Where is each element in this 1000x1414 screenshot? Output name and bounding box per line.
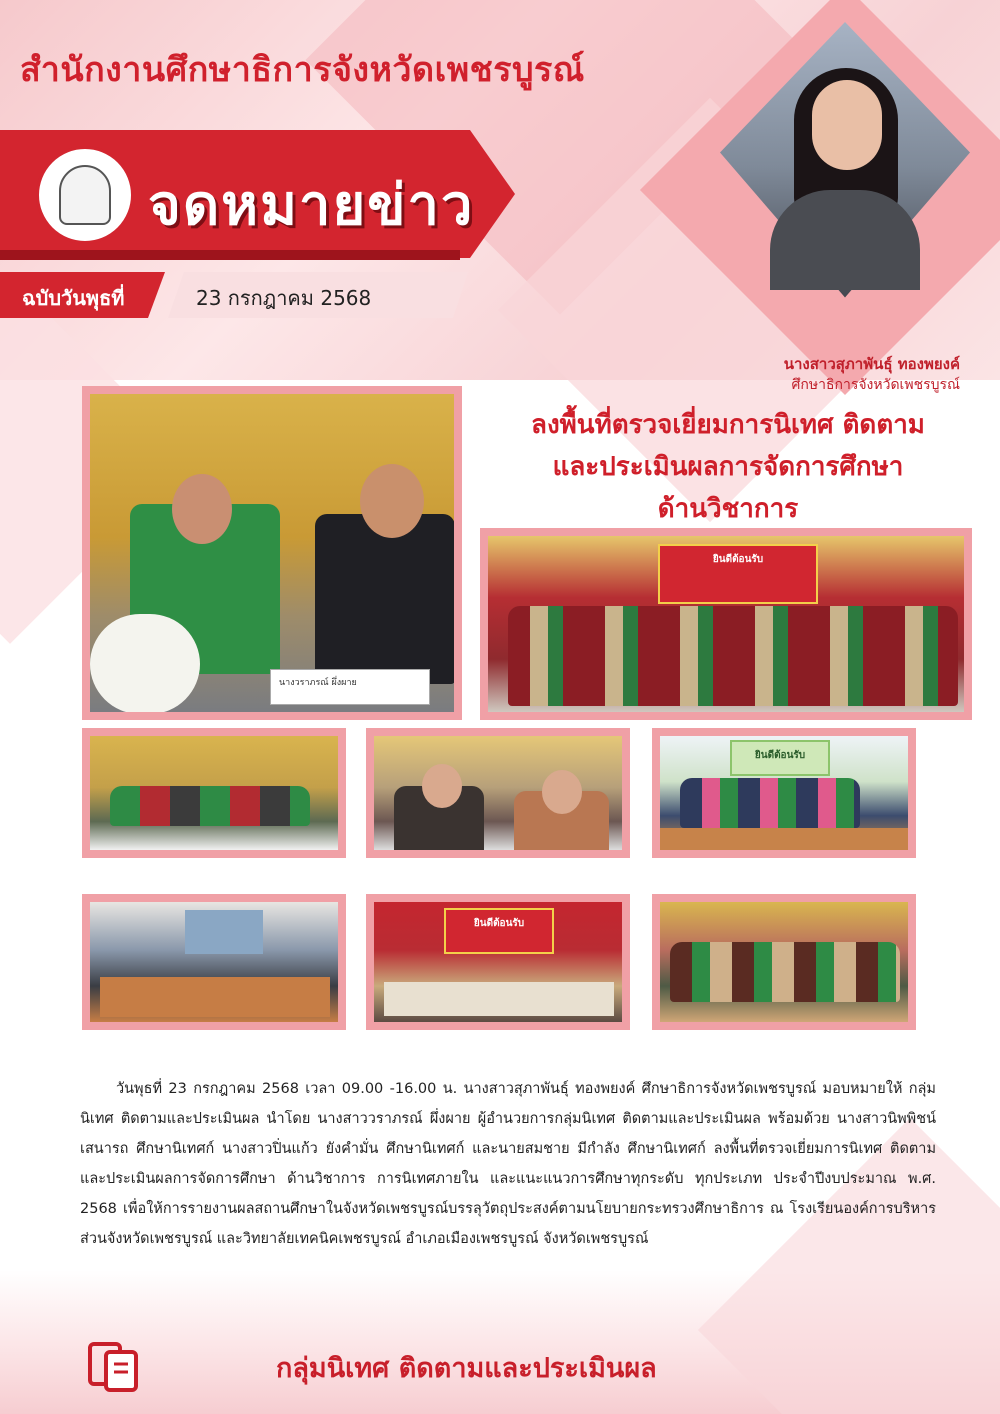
attendee-head bbox=[542, 770, 582, 814]
news-body: วันพุธที่ 23 กรกฎาคม 2568 เวลา 09.00 -16.00 น. นางสาวสุภาพันธุ์ ทองพยงค์ ศึกษาธิการจังหวัดเพชรบูรณ์ มอบหมายให้ กลุ่มนิเทศ ติดตามและประเมินผล นำโดย นางสาววราภรณ์ ผึ่งผาย ผู้อำนวยการกลุ่มนิเทศ ติดตามและประเมินผล พร้อมด้วย นางสาวนิพพิชน์ เสนารถ ศึกษานิเทศก์ นางสาวปิ่นแก้ว ยังคำมั่น ศึกษานิเทศก์ และนายสมชาย มีกำลัง ศึกษานิเทศก์ ลงพื้นที่ตรวจเยี่ยมการนิเทศ ติดตาม และประเมินผลการจัดการศึกษา ด้านวิชาการ การนิเทศภายใน และแนะแนวการศึกษาทุกระดับ ทุกประเภท ประจำปีงบประมาณ พ.ศ. 2568 เพื่อให้การรายงานผลสถานศึกษาในจังหวัดเพชรบูรณ์บรรลุวัตถุประสงค์ตามนโยบายกระทรวงศึกษาธิการ ณ โรงเรียนองค์การบริหารส่วนจังหวัดเพชรบูรณ์ และวิทยาลัยเทคนิคเพชรบูรณ์ อำเภอเมืองเพชรบูรณ์ จังหวัดเพชรบูรณ์ bbox=[80, 1081, 936, 1247]
emblem-icon bbox=[59, 165, 111, 225]
nameplate: นางวราภรณ์ ผึ่งผาย bbox=[270, 669, 430, 705]
person-head bbox=[360, 464, 424, 538]
group-of-people bbox=[680, 778, 860, 828]
person-head bbox=[172, 474, 232, 544]
attendee-head bbox=[422, 764, 462, 808]
meeting-participants bbox=[110, 786, 310, 826]
welcome-banner: ยินดีต้อนรับ bbox=[658, 544, 818, 604]
headline-line-2: และประเมินผลการจัดการศึกษา bbox=[552, 452, 904, 482]
issue-date: 23 กรกฎาคม 2568 bbox=[196, 286, 372, 310]
projector-screen bbox=[185, 910, 263, 954]
documents-icon bbox=[86, 1338, 142, 1394]
welcome-screen: ยินดีต้อนรับ bbox=[730, 740, 830, 776]
official-name: นางสาวสุภาพันธุ์ ทองพยงค์ bbox=[783, 355, 960, 373]
office-logo bbox=[36, 146, 134, 244]
headline bbox=[478, 404, 978, 530]
issue-label: ฉบับวันพุธที่ bbox=[22, 286, 125, 310]
person-dark-suit bbox=[315, 514, 454, 684]
newsletter-label: จดหมายข่าว bbox=[148, 173, 475, 238]
photo-group bbox=[480, 528, 972, 720]
headline-line-1: ลงพื้นที่ตรวจเยี่ยมการนิเทศ ติดตาม bbox=[531, 410, 925, 440]
conference-table bbox=[384, 982, 614, 1016]
conference-table bbox=[660, 828, 908, 850]
meeting-participants bbox=[670, 942, 900, 1002]
headline-line-3: ด้านวิชาการ bbox=[657, 494, 799, 524]
photo-meeting-3 bbox=[652, 728, 916, 858]
official-title: ศึกษาธิการจังหวัดเพชรบูรณ์ bbox=[791, 377, 960, 393]
banner-shadow bbox=[0, 250, 460, 260]
conference-table bbox=[100, 977, 330, 1017]
portrait-body bbox=[770, 190, 920, 290]
photo-meeting-2 bbox=[366, 728, 630, 858]
photo-meeting-6 bbox=[652, 894, 916, 1030]
footer-group-name: กลุ่มนิเทศ ติดตามและประเมินผล bbox=[276, 1353, 657, 1384]
photo-meeting-5 bbox=[366, 894, 630, 1030]
photo-meeting-1 bbox=[82, 728, 346, 858]
photo-main-meeting bbox=[82, 386, 462, 720]
flower-arrangement bbox=[90, 614, 200, 712]
welcome-banner: ยินดีต้อนรับ bbox=[444, 908, 554, 954]
group-of-people bbox=[508, 606, 958, 706]
portrait-face bbox=[812, 80, 882, 170]
photo-meeting-4 bbox=[82, 894, 346, 1030]
office-title: สำนักงานศึกษาธิการจังหวัดเพชรบูรณ์ bbox=[20, 50, 585, 90]
